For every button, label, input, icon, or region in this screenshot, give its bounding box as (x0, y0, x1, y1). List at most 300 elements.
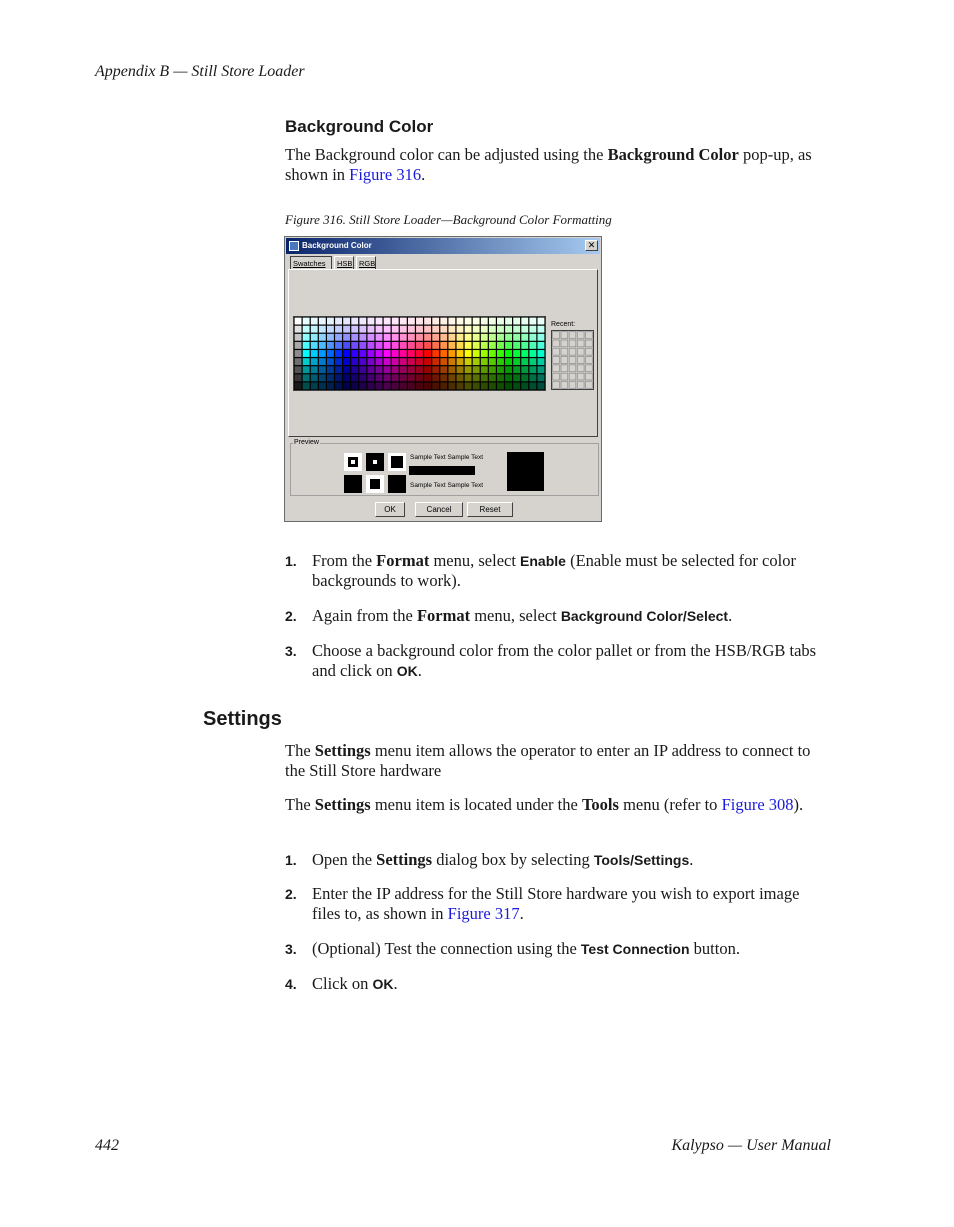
recent-swatch-cell (569, 357, 576, 364)
swatch-cell (538, 382, 545, 389)
cancel-button[interactable]: Cancel (415, 502, 463, 517)
swatch-cell (505, 366, 512, 373)
swatch-cell (529, 374, 536, 381)
swatch-cell (432, 318, 439, 325)
swatch-cell (513, 318, 520, 325)
swatch-cell (384, 326, 391, 333)
swatch-cell (424, 366, 431, 373)
recent-swatch-cell (569, 348, 576, 355)
recent-swatch-cell (577, 365, 584, 372)
preview-swatch-6 (388, 475, 406, 493)
swatch-cell (448, 374, 455, 381)
swatch-cell (489, 374, 496, 381)
swatch-cell (295, 358, 302, 365)
swatch-cell (376, 334, 383, 341)
preview-sample-text-bottom: Sample Text Sample Text (410, 482, 484, 489)
recent-swatch-cell (586, 340, 593, 347)
preview-swatch-4 (344, 475, 362, 493)
swatch-cell (416, 350, 423, 357)
swatch-cell (489, 350, 496, 357)
swatch-cell (343, 374, 350, 381)
swatch-cell (351, 318, 358, 325)
swatch-cell (424, 326, 431, 333)
close-icon[interactable]: ✕ (585, 240, 598, 251)
swatch-cell (529, 358, 536, 365)
swatch-cell (384, 366, 391, 373)
swatch-cell (529, 350, 536, 357)
swatch-cell (440, 366, 447, 373)
swatch-cell (473, 326, 480, 333)
swatch-cell (359, 366, 366, 373)
recent-swatch-cell (553, 357, 560, 364)
swatch-cell (505, 374, 512, 381)
swatch-cell (384, 374, 391, 381)
swatch-cell (319, 334, 326, 341)
swatch-cell (448, 382, 455, 389)
swatch-cell (376, 374, 383, 381)
swatch-cell (497, 358, 504, 365)
swatch-cell (465, 382, 472, 389)
swatch-cell (392, 358, 399, 365)
paragraph-background-intro: The Background color can be adjusted using the Background Color pop-up, as shown in Figure 316. (285, 145, 812, 184)
recent-swatch-cell (553, 348, 560, 355)
swatch-cell (521, 358, 528, 365)
swatch-cell (351, 366, 358, 373)
recent-swatch-cell (577, 340, 584, 347)
swatch-cell (513, 366, 520, 373)
swatch-cell (335, 342, 342, 349)
swatch-cell (376, 326, 383, 333)
swatch-cell (351, 342, 358, 349)
recent-swatch-cell (561, 365, 568, 372)
swatch-cell (513, 358, 520, 365)
swatch-cell (400, 334, 407, 341)
page-number: 442 (95, 1137, 119, 1154)
swatch-cell (319, 318, 326, 325)
swatch-cell (538, 366, 545, 373)
recent-swatch-cell (577, 348, 584, 355)
swatch-cell (319, 350, 326, 357)
swatch-cell (319, 342, 326, 349)
swatch-cell (505, 342, 512, 349)
swatch-cell (343, 342, 350, 349)
swatch-cell (408, 366, 415, 373)
swatch-cell (295, 374, 302, 381)
swatch-cell (465, 350, 472, 357)
swatch-cell (489, 382, 496, 389)
swatch-cell (359, 374, 366, 381)
recent-swatch-cell (577, 332, 584, 339)
preview-swatch-5 (366, 475, 384, 493)
swatch-cell (424, 350, 431, 357)
swatch-cell (319, 366, 326, 373)
swatch-cell (538, 350, 545, 357)
swatch-cell (376, 318, 383, 325)
reset-button[interactable]: Reset (467, 502, 513, 517)
dialog-title-bar (286, 238, 600, 254)
swatch-cell (327, 334, 334, 341)
background-color-dialog (284, 236, 602, 522)
swatch-cell (408, 358, 415, 365)
swatch-cell (384, 342, 391, 349)
swatch-cell (359, 350, 366, 357)
swatch-cell (367, 366, 374, 373)
swatch-cell (448, 358, 455, 365)
swatch-cell (367, 342, 374, 349)
swatch-cell (457, 326, 464, 333)
swatch-cell (359, 358, 366, 365)
swatch-cell (303, 382, 310, 389)
figure-317-link[interactable]: Figure 317 (447, 904, 520, 923)
java-cup-icon (289, 241, 299, 251)
swatch-cell (295, 326, 302, 333)
swatch-cell (319, 374, 326, 381)
swatch-cell (335, 326, 342, 333)
swatch-cell (311, 382, 318, 389)
swatch-cell (416, 374, 423, 381)
settings-step-3: 3. (Optional) Test the connection using the Test Connection button. (285, 939, 740, 958)
swatch-cell (343, 334, 350, 341)
swatch-cell (440, 382, 447, 389)
swatch-cell (408, 318, 415, 325)
swatch-cell (473, 334, 480, 341)
recent-swatch-cell (553, 382, 560, 389)
swatch-cell (473, 342, 480, 349)
swatch-cell (440, 326, 447, 333)
figure-308-link[interactable]: Figure 308 (721, 795, 794, 814)
paragraph-settings-location: The Settings menu item is located under the Tools menu (refer to Figure 308). (285, 795, 804, 814)
recent-swatch-cell (561, 348, 568, 355)
swatch-cell (473, 382, 480, 389)
swatch-cell (473, 358, 480, 365)
swatch-cell (538, 374, 545, 381)
swatch-cell (335, 350, 342, 357)
swatch-cell (489, 318, 496, 325)
swatch-cell (513, 334, 520, 341)
swatch-cell (432, 366, 439, 373)
swatch-cell (303, 350, 310, 357)
swatch-cell (359, 318, 366, 325)
swatch-cell (505, 334, 512, 341)
swatch-cell (367, 374, 374, 381)
swatch-cell (408, 374, 415, 381)
swatch-cell (521, 374, 528, 381)
swatch-cell (400, 374, 407, 381)
preview-color-block (507, 452, 544, 491)
swatch-cell (440, 358, 447, 365)
preview-swatch-3 (388, 453, 406, 471)
swatch-cell (311, 334, 318, 341)
swatch-cell (327, 382, 334, 389)
swatch-cell (529, 342, 536, 349)
swatch-cell (343, 358, 350, 365)
swatch-cell (351, 326, 358, 333)
swatch-cell (489, 358, 496, 365)
swatch-cell (424, 358, 431, 365)
swatch-cell (505, 350, 512, 357)
figure-316-link[interactable]: Figure 316 (349, 165, 422, 184)
swatch-cell (311, 374, 318, 381)
swatch-cell (367, 318, 374, 325)
swatch-cell (465, 342, 472, 349)
recent-swatch-cell (577, 373, 584, 380)
settings-step-2: 2. Enter the IP address for the Still Store hardware you wish to export image files to, as shown in Figure 317. (285, 884, 800, 923)
swatch-cell (465, 374, 472, 381)
swatch-cell (392, 382, 399, 389)
footer-doc-title: Kalypso — User Manual (671, 1137, 831, 1154)
swatch-cell (367, 326, 374, 333)
swatch-cell (538, 358, 545, 365)
swatch-cell (400, 342, 407, 349)
swatch-cell (327, 358, 334, 365)
swatch-cell (521, 366, 528, 373)
recent-swatch-cell (586, 357, 593, 364)
swatch-cell (376, 342, 383, 349)
swatch-cell (497, 350, 504, 357)
swatch-cell (432, 350, 439, 357)
swatch-cell (416, 358, 423, 365)
swatch-cell (327, 350, 334, 357)
preview-swatch-2 (366, 453, 384, 471)
swatch-cell (303, 366, 310, 373)
swatch-cell (400, 318, 407, 325)
swatch-cell (351, 358, 358, 365)
swatch-cell (481, 350, 488, 357)
swatch-cell (457, 374, 464, 381)
figure-caption: Figure 316. Still Store Loader—Background Color Formatting (285, 212, 612, 227)
swatch-cell (295, 382, 302, 389)
recent-swatch-cell (586, 332, 593, 339)
swatch-cell (473, 366, 480, 373)
recent-swatch-cell (586, 365, 593, 372)
recent-swatch-cell (569, 365, 576, 372)
swatch-cell (408, 350, 415, 357)
swatch-cell (400, 350, 407, 357)
swatch-cell (327, 374, 334, 381)
recent-swatch-cell (561, 357, 568, 364)
swatch-cell (311, 358, 318, 365)
swatch-cell (440, 318, 447, 325)
swatch-cell (392, 350, 399, 357)
swatch-cell (400, 326, 407, 333)
tab-hsb[interactable]: HSB (334, 256, 354, 269)
swatch-cell (351, 350, 358, 357)
swatch-cell (424, 342, 431, 349)
swatch-cell (489, 342, 496, 349)
swatch-cell (424, 334, 431, 341)
swatch-cell (384, 382, 391, 389)
swatch-cell (513, 350, 520, 357)
swatch-cell (505, 318, 512, 325)
swatch-cell (311, 350, 318, 357)
preview-sample-text-top: Sample Text Sample Text (410, 454, 484, 461)
swatch-cell (473, 318, 480, 325)
tab-swatches[interactable]: Swatches (290, 256, 332, 269)
swatch-cell (384, 350, 391, 357)
swatch-cell (335, 358, 342, 365)
swatch-cell (392, 326, 399, 333)
recent-swatch-cell (553, 365, 560, 372)
swatch-cell (521, 342, 528, 349)
swatch-cell (538, 342, 545, 349)
swatch-cell (505, 358, 512, 365)
swatch-cell (465, 366, 472, 373)
swatch-cell (529, 318, 536, 325)
swatch-cell (513, 326, 520, 333)
swatch-cell (295, 342, 302, 349)
recent-swatch-cell (569, 373, 576, 380)
swatch-cell (538, 326, 545, 333)
swatch-cell (335, 366, 342, 373)
swatch-cell (359, 334, 366, 341)
swatch-cell (465, 326, 472, 333)
recent-swatch-cell (569, 340, 576, 347)
swatch-cell (376, 382, 383, 389)
swatch-cell (416, 334, 423, 341)
recent-label: Recent: (551, 321, 576, 328)
bg-step-2: 2. Again from the Format menu, select Background Color/Select. (285, 606, 733, 625)
swatch-cell (376, 358, 383, 365)
swatch-cell (473, 374, 480, 381)
swatch-cell (303, 318, 310, 325)
swatch-cell (408, 334, 415, 341)
recent-swatch-cell (553, 340, 560, 347)
swatch-cell (416, 382, 423, 389)
swatch-cell (408, 382, 415, 389)
swatch-cell (295, 366, 302, 373)
swatch-cell (367, 358, 374, 365)
recent-swatch-cell (577, 382, 584, 389)
recent-swatch-cell (561, 340, 568, 347)
swatch-cell (465, 318, 472, 325)
swatch-cell (481, 382, 488, 389)
swatch-cell (351, 334, 358, 341)
swatch-cell (327, 318, 334, 325)
swatch-cell (521, 318, 528, 325)
swatch-cell (424, 318, 431, 325)
swatch-cell (465, 358, 472, 365)
swatch-cell (481, 366, 488, 373)
recent-swatch-cell (569, 382, 576, 389)
swatch-cell (335, 318, 342, 325)
swatch-cell (327, 342, 334, 349)
swatch-cell (432, 334, 439, 341)
swatch-cell (295, 350, 302, 357)
swatch-cell (392, 318, 399, 325)
swatch-cell (448, 326, 455, 333)
swatch-cell (497, 342, 504, 349)
swatch-cell (367, 382, 374, 389)
swatch-cell (448, 334, 455, 341)
swatch-cell (481, 342, 488, 349)
swatch-cell (481, 374, 488, 381)
swatch-cell (303, 326, 310, 333)
swatch-cell (505, 382, 512, 389)
recent-swatch-cell (561, 382, 568, 389)
swatch-cell (529, 382, 536, 389)
swatch-cell (513, 374, 520, 381)
section-heading-settings: Settings (203, 708, 282, 730)
swatch-cell (448, 350, 455, 357)
swatch-cell (311, 326, 318, 333)
tab-rgb[interactable]: RGB (356, 256, 376, 269)
swatch-cell (351, 382, 358, 389)
recent-swatch-cell (577, 357, 584, 364)
swatch-grid[interactable] (293, 316, 546, 391)
recent-swatch-cell (569, 332, 576, 339)
ok-button[interactable]: OK (375, 502, 405, 517)
preview-sample-bar (409, 466, 475, 475)
running-header: Appendix B — Still Store Loader (95, 63, 305, 80)
swatch-cell (319, 326, 326, 333)
swatch-cell (457, 318, 464, 325)
swatch-cell (440, 342, 447, 349)
swatch-cell (497, 382, 504, 389)
swatch-cell (351, 374, 358, 381)
swatch-cell (343, 318, 350, 325)
swatch-cell (400, 366, 407, 373)
swatch-cell (416, 366, 423, 373)
swatch-cell (457, 342, 464, 349)
swatch-cell (538, 334, 545, 341)
swatch-cell (392, 366, 399, 373)
settings-step-4: 4. Click on OK. (285, 974, 398, 993)
swatch-cell (481, 358, 488, 365)
swatch-cell (513, 342, 520, 349)
recent-swatch-cell (553, 373, 560, 380)
swatch-cell (440, 334, 447, 341)
swatch-cell (489, 366, 496, 373)
swatch-cell (432, 382, 439, 389)
swatch-cell (392, 374, 399, 381)
swatch-cell (359, 326, 366, 333)
swatch-cell (303, 358, 310, 365)
bg-step-3: 3. Choose a background color from the color pallet or from the HSB/RGB tabs and click on OK. (285, 641, 817, 680)
swatch-cell (416, 318, 423, 325)
swatch-cell (529, 326, 536, 333)
swatch-cell (335, 374, 342, 381)
swatch-cell (513, 382, 520, 389)
dialog-title: Background Color (302, 241, 372, 250)
recent-swatch-grid[interactable] (551, 330, 594, 390)
swatch-cell (505, 326, 512, 333)
swatch-cell (457, 358, 464, 365)
swatch-cell (376, 366, 383, 373)
swatch-cell (303, 342, 310, 349)
swatch-cell (521, 334, 528, 341)
recent-swatch-cell (561, 373, 568, 380)
swatch-cell (440, 350, 447, 357)
swatch-cell (384, 334, 391, 341)
swatch-cell (521, 350, 528, 357)
preview-swatch-1 (344, 453, 362, 471)
swatch-cell (416, 342, 423, 349)
paragraph-settings-intro: The Settings menu item allows the operator to enter an IP address to connect to the Still Store hardware (285, 741, 811, 780)
swatch-cell (359, 382, 366, 389)
swatch-cell (457, 334, 464, 341)
swatch-cell (384, 318, 391, 325)
swatch-cell (457, 350, 464, 357)
swatch-cell (311, 342, 318, 349)
recent-swatch-cell (561, 332, 568, 339)
swatch-cell (311, 318, 318, 325)
swatch-cell (497, 318, 504, 325)
swatch-cell (432, 342, 439, 349)
swatch-cell (367, 350, 374, 357)
swatch-cell (416, 326, 423, 333)
swatch-cell (319, 358, 326, 365)
swatch-cell (497, 366, 504, 373)
